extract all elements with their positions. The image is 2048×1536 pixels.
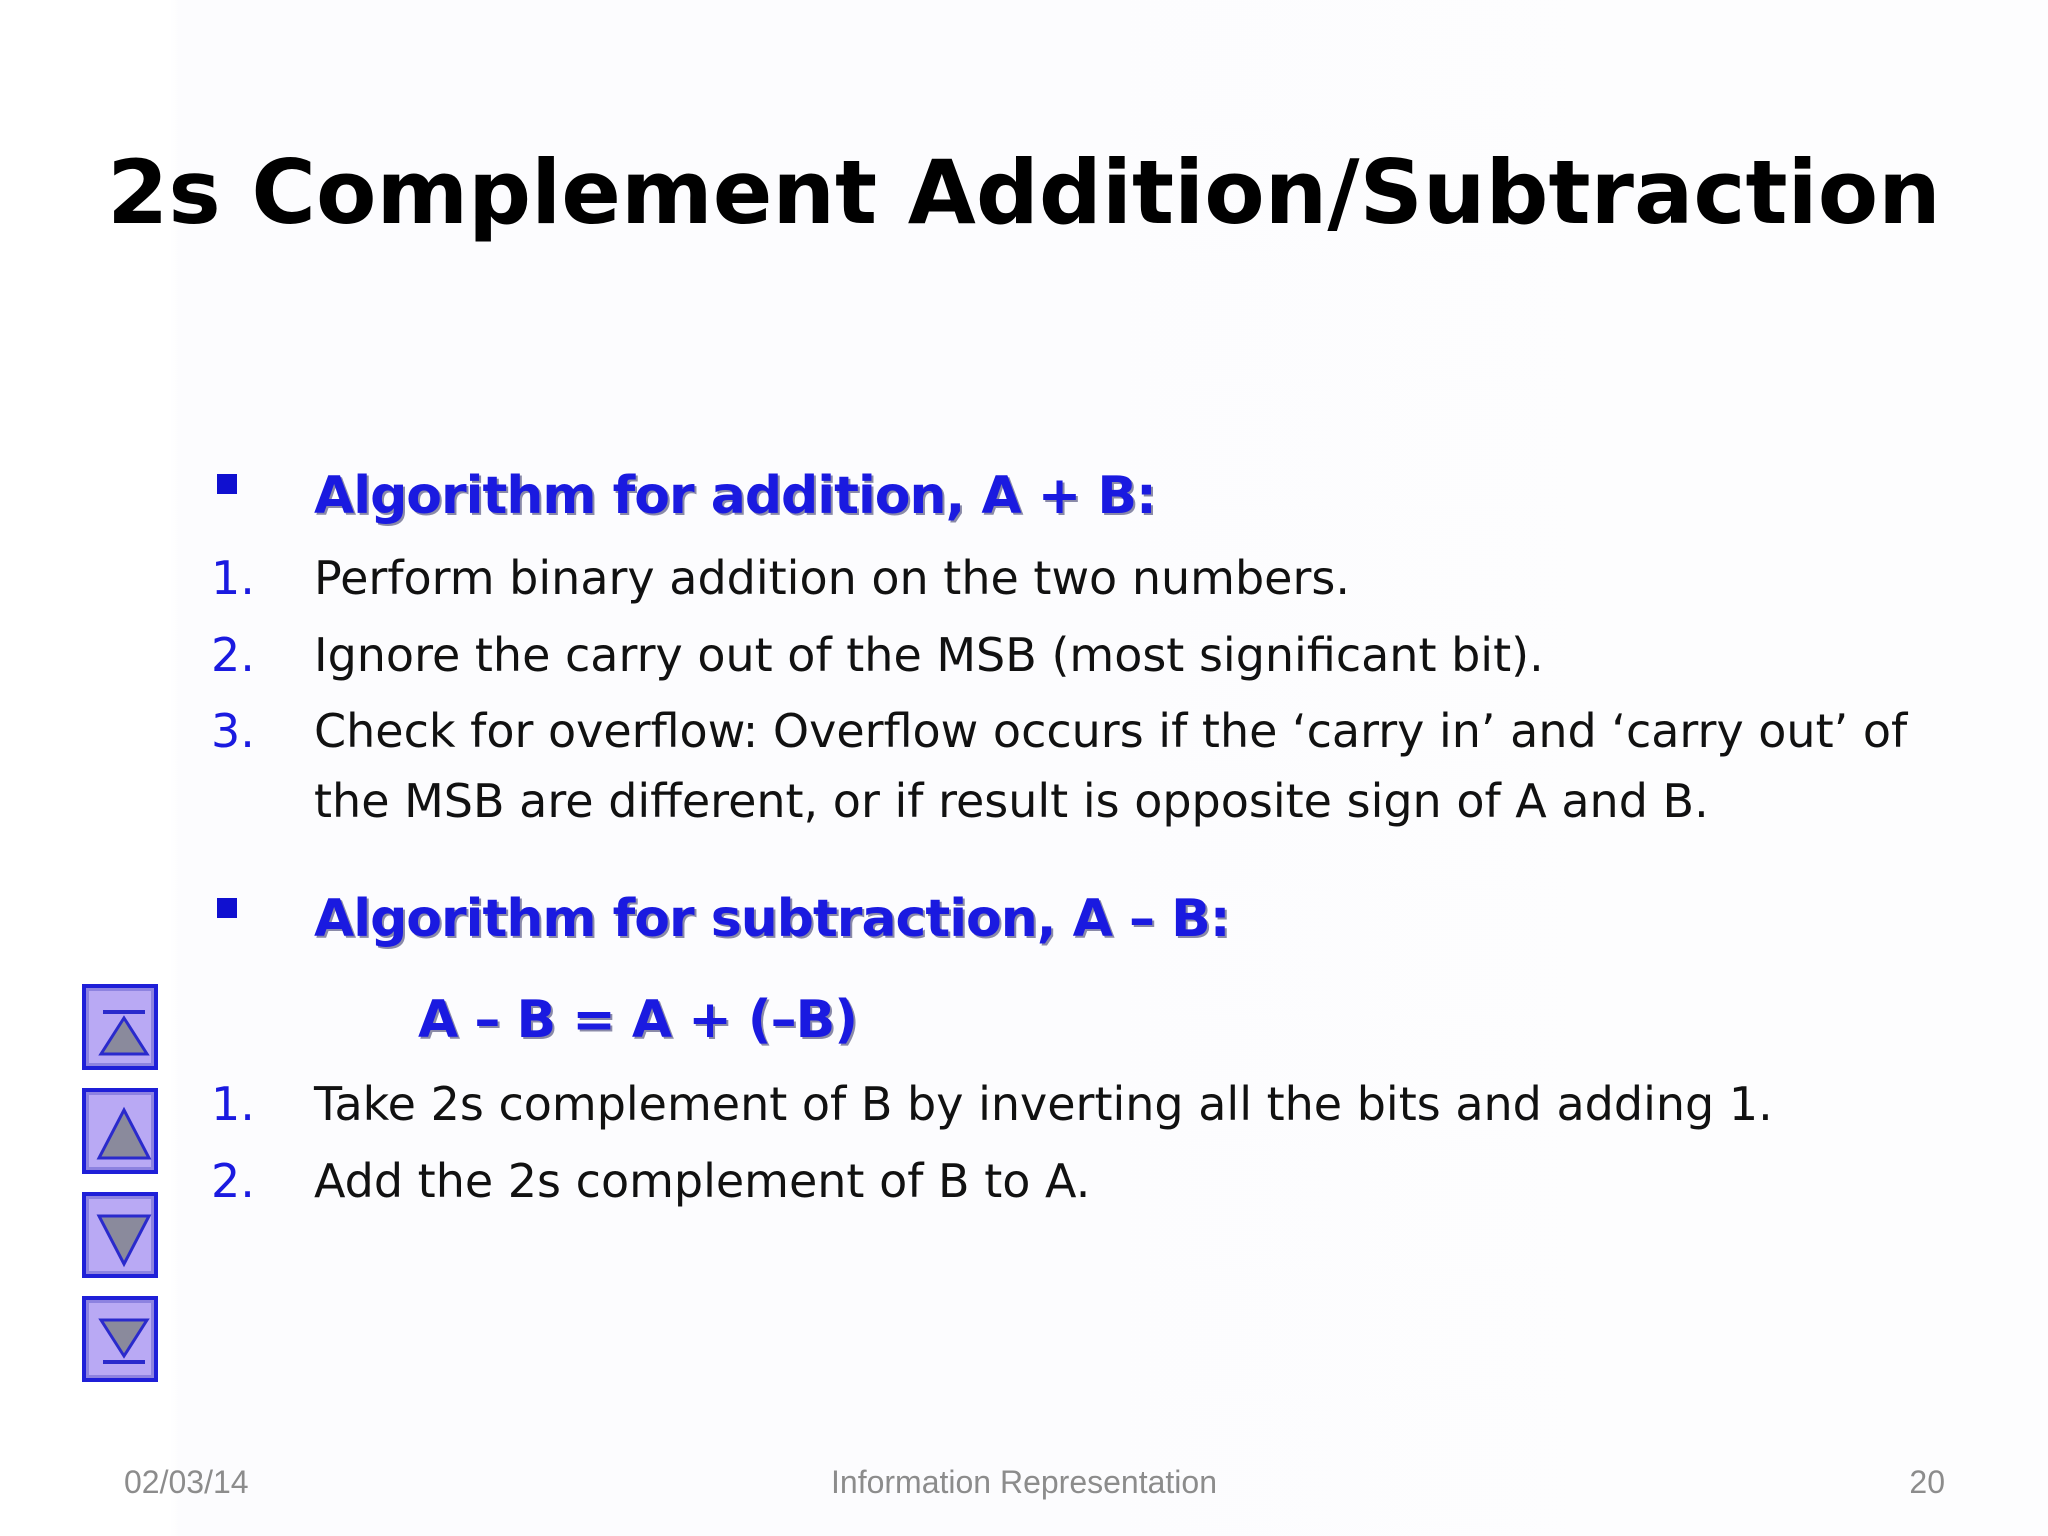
bullet-square-icon bbox=[217, 474, 237, 494]
addition-step-number: 1. bbox=[211, 551, 255, 605]
addition-step-text-continued: the MSB are different, or if result is opposite sign of A and B. bbox=[314, 774, 1709, 828]
slide-title: 2s Complement Addition/Subtraction bbox=[107, 141, 1941, 244]
bullet-square-icon bbox=[217, 898, 237, 918]
previous-slide-button[interactable] bbox=[82, 1088, 158, 1174]
subtraction-step-number: 2. bbox=[211, 1154, 255, 1208]
first-slide-icon bbox=[86, 988, 162, 1074]
addition-step-text: Ignore the carry out of the MSB (most significant bit). bbox=[314, 628, 1544, 682]
previous-slide-icon bbox=[86, 1092, 162, 1178]
last-slide-button[interactable] bbox=[82, 1296, 158, 1382]
footer-date: 02/03/14 bbox=[124, 1464, 249, 1500]
addition-heading: Algorithm for addition, A + B: bbox=[314, 466, 1156, 526]
subtraction-formula: A – B = A + (–B) bbox=[418, 990, 858, 1050]
page-number: 20 bbox=[1909, 1464, 1945, 1500]
subtraction-heading: Algorithm for subtraction, A – B: bbox=[314, 889, 1230, 949]
addition-step-text: Check for overflow: Overflow occurs if the ‘carry in’ and ‘carry out’ of bbox=[314, 704, 1908, 758]
addition-step-number: 3. bbox=[211, 704, 255, 758]
subtraction-step-number: 1. bbox=[211, 1077, 255, 1131]
footer-title: Information Representation bbox=[831, 1464, 1217, 1500]
next-slide-button[interactable] bbox=[82, 1192, 158, 1278]
next-slide-icon bbox=[86, 1196, 162, 1282]
subtraction-step-text: Add the 2s complement of B to A. bbox=[314, 1154, 1091, 1208]
addition-step-text: Perform binary addition on the two numbers. bbox=[314, 551, 1350, 605]
first-slide-button[interactable] bbox=[82, 984, 158, 1070]
addition-step-number: 2. bbox=[211, 628, 255, 682]
last-slide-icon bbox=[86, 1300, 162, 1386]
subtraction-step-text: Take 2s complement of B by inverting all the bits and adding 1. bbox=[314, 1077, 1773, 1131]
